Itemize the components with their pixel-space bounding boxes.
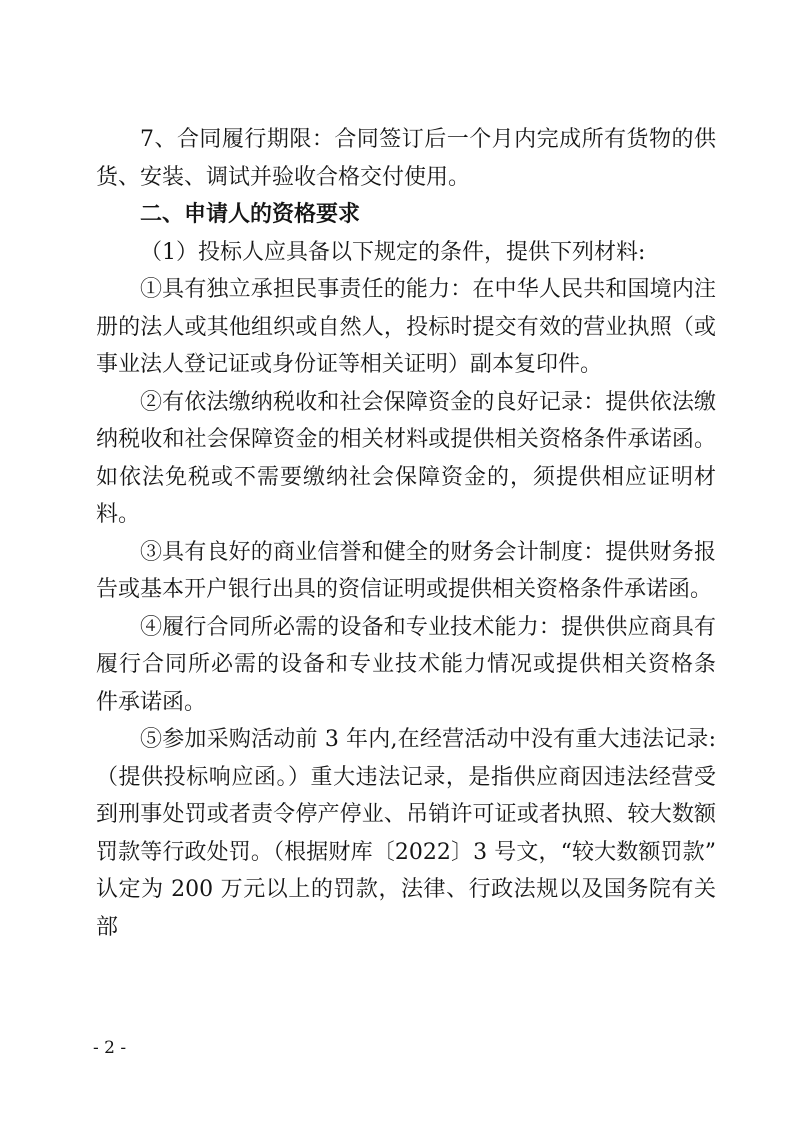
text-line-item4-3: 件承诺函。 — [96, 689, 207, 715]
text-line-item5-1: ⑤参加采购活动前 3 年内,在经营活动中没有重大违法记录: — [140, 727, 716, 752]
text-line-item5-3: 到刑事处罚或者责令停产停业、吊销许可证或者执照、较大数额 — [96, 802, 716, 827]
text-line-item5-2: （提供投标响应函。）重大违法记录，是指供应商因违法经营受 — [96, 764, 716, 790]
text-line-item3-2: 告或基本开户银行出具的资信证明或提供相关资格条件承诺函。 — [96, 577, 713, 602]
text-line-item3-1: ③具有良好的商业信誉和健全的财务会计制度：提供财务报 — [140, 539, 716, 565]
text-line-item2-1: ②有依法缴纳税收和社会保障资金的良好记录：提供依法缴 — [140, 389, 716, 415]
page-number: - 2 - — [93, 1038, 127, 1058]
text-line-item4-2: 履行合同所必需的设备和专业技术能力情况或提供相关资格条 — [96, 652, 716, 677]
section-heading-qualification: 二、申请人的资格要求 — [140, 201, 361, 227]
text-line-item1-1: ①具有独立承担民事责任的能力：在中华人民共和国境内注 — [140, 277, 716, 302]
text-line-contract-period-1: 7、合同履行期限：合同签订后一个月内完成所有货物的供 — [140, 127, 716, 152]
text-line-item2-4: 料。 — [96, 502, 141, 527]
text-line-contract-period-2: 货、安装、调试并验收合格交付使用。 — [96, 164, 471, 190]
text-line-item5-4: 罚款等行政处罚。（根据财库〔2022〕3 号文，“较大数额罚款” — [96, 839, 716, 865]
text-line-item5-5: 认定为 200 万元以上的罚款，法律、行政法规以及国务院有关部 — [96, 877, 716, 940]
text-line-condition-intro: （1）投标人应具备以下规定的条件，提供下列材料: — [140, 239, 646, 265]
text-line-item2-3: 如依法免税或不需要缴纳社会保障资金的，须提供相应证明材 — [96, 464, 716, 490]
text-line-item1-2: 册的法人或其他组织或自然人，投标时提交有效的营业执照（或 — [96, 314, 716, 340]
text-line-item4-1: ④履行合同所必需的设备和专业技术能力：提供供应商具有 — [140, 614, 716, 640]
document-body — [96, 121, 716, 940]
text-line-item1-3: 事业法人登记证或身份证等相关证明）副本复印件。 — [96, 352, 603, 377]
text-line-item2-2: 纳税收和社会保障资金的相关材料或提供相关资格条件承诺函。 — [96, 427, 716, 452]
